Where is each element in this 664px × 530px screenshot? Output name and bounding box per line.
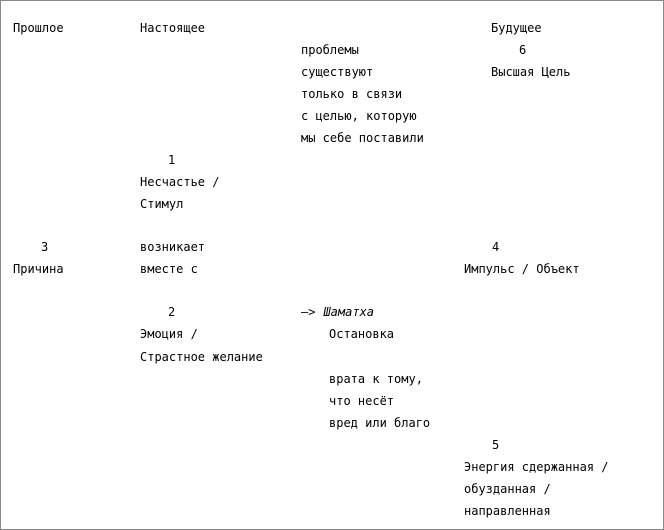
node-2-label-line-2: Страстное желание	[140, 350, 263, 364]
node-5-label-line-1: Энергия сдержанная /	[464, 460, 609, 474]
node-3-number: 3	[41, 240, 49, 254]
shamatha-desc-line-1: врата к тому,	[329, 372, 423, 386]
arrow-right-icon: —>	[301, 305, 316, 319]
note-line-3: только в связи	[301, 87, 403, 101]
node-5-label-line-2: обузданная /	[464, 482, 551, 496]
note-line-5: мы себе поставили	[301, 131, 424, 145]
note-line-4: с целью, которую	[301, 109, 417, 123]
node-6-label: Высшая Цель	[491, 65, 571, 79]
node-2-number: 2	[168, 305, 176, 319]
shamatha-heading	[301, 305, 374, 320]
node-5-label-line-3: направленная	[464, 504, 551, 518]
node-2-label-line-1: Эмоция /	[140, 327, 198, 341]
shamatha-subtitle: Остановка	[329, 327, 395, 341]
node-1-label-line-2: Стимул	[140, 197, 184, 211]
shamatha-title: Шаматха	[323, 305, 375, 319]
shamatha-desc-line-2: что несёт	[329, 394, 395, 408]
note-line-1: проблемы	[301, 43, 359, 57]
connector-line-2: вместе с	[140, 262, 198, 276]
node-3-label: Причина	[13, 262, 64, 276]
header-future: Будущее	[491, 21, 542, 35]
header-present: Настоящее	[140, 21, 206, 35]
note-line-2: существуют	[301, 65, 374, 79]
node-4-number: 4	[492, 240, 500, 254]
node-1-number: 1	[168, 153, 176, 167]
header-past: Прошлое	[13, 21, 64, 35]
node-5-number: 5	[492, 438, 500, 452]
node-4-label: Импульс / Объект	[464, 262, 580, 276]
node-1-label-line-1: Несчастье /	[140, 175, 220, 189]
connector-line-1: возникает	[140, 240, 206, 254]
node-6-number: 6	[519, 43, 527, 57]
shamatha-desc-line-3: вред или благо	[329, 416, 431, 430]
